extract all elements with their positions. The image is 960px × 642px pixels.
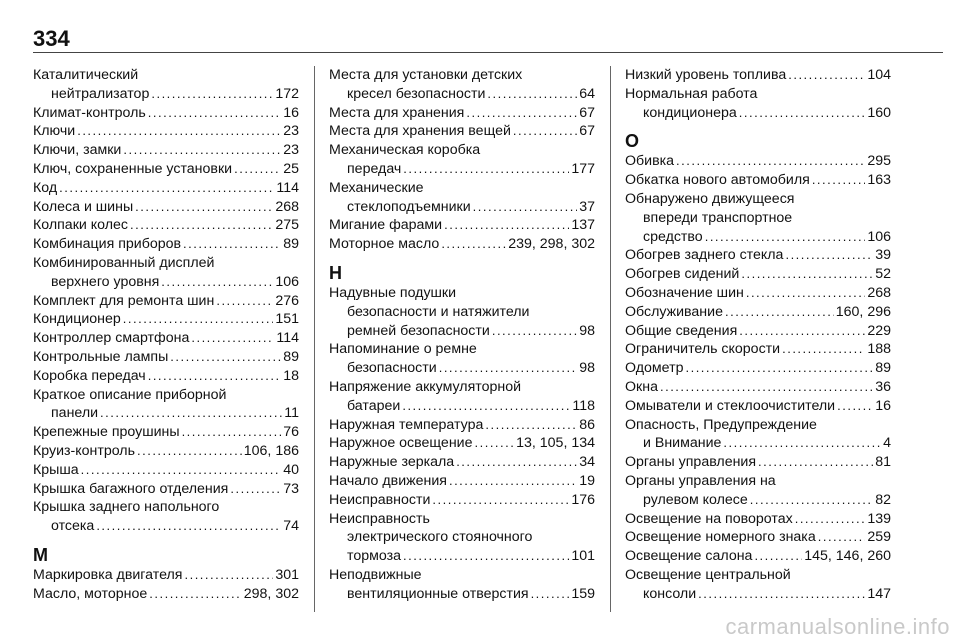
index-entry — [625, 85, 891, 123]
index-letter-heading: Н — [329, 262, 342, 283]
dot-leader — [739, 322, 865, 341]
index-entry-pages: 19 — [579, 472, 595, 489]
index-entry — [329, 104, 595, 123]
index-entry-term: Крышка заднего напольного — [33, 499, 220, 516]
index-entry — [625, 566, 891, 604]
index-entry-term: рулевом колесе — [643, 491, 748, 508]
dot-leader — [96, 517, 281, 536]
dot-leader — [230, 480, 281, 499]
index-entry-term: Нормальная работа — [625, 85, 758, 102]
index-entry — [625, 322, 891, 341]
page-number: 334 — [33, 26, 70, 51]
header-rule — [33, 52, 943, 53]
index-entry-term: Ключи — [33, 123, 76, 140]
index-entry-term: Колпаки колес — [33, 217, 128, 234]
index-entry — [329, 434, 595, 453]
dot-leader — [492, 322, 577, 341]
index-entry — [33, 179, 299, 198]
index-entry-pages: 16 — [875, 397, 891, 414]
index-entry-pages: 52 — [875, 266, 891, 283]
index-entry-pages: 73 — [283, 480, 299, 497]
index-entry-term: Комплект для ремонта шин — [33, 292, 215, 309]
dot-leader — [746, 284, 866, 303]
index-entry-term: Наружное освещение — [329, 435, 473, 452]
dot-leader — [812, 171, 866, 190]
index-entry-term: средство — [643, 228, 703, 245]
index-entry — [625, 528, 891, 547]
dot-leader — [449, 472, 577, 491]
index-entry-pages: 89 — [283, 348, 299, 365]
index-entry — [329, 284, 595, 340]
index-entry-pages: 40 — [283, 461, 299, 478]
index-entry-pages: 16 — [283, 104, 299, 121]
dot-leader — [130, 216, 273, 235]
index-entry — [329, 179, 595, 217]
index-entry — [329, 216, 595, 235]
index-entry-term: Неподвижные — [329, 566, 422, 583]
index-entry-pages: 74 — [283, 518, 299, 535]
index-entry-pages: 13, 105, 134 — [516, 435, 595, 452]
dot-leader — [782, 340, 865, 359]
index-entry-pages: 106, 186 — [243, 442, 299, 459]
index-entry-pages: 4 — [883, 435, 891, 452]
dot-leader — [148, 367, 282, 386]
dot-leader — [183, 235, 281, 254]
index-entry-term: нейтрализатор — [51, 85, 150, 102]
index-entry-term: батареи — [347, 397, 401, 414]
index-entry — [625, 416, 891, 454]
index-entry-pages: 18 — [283, 367, 299, 384]
index-entry-term: Обнаружено движущееся — [625, 190, 795, 207]
dot-leader — [191, 329, 274, 348]
index-entry-pages: 188 — [867, 341, 891, 358]
index-entry-term: Обозначение шин — [625, 284, 744, 301]
index-entry-term: Одометр — [625, 360, 684, 377]
index-entry — [33, 104, 299, 123]
index-entry-term: Освещение номерного знака — [625, 529, 816, 546]
index-entry-term: Механические — [329, 179, 424, 196]
index-entry-term: Неисправность — [329, 510, 430, 527]
index-entry — [625, 66, 891, 85]
dot-leader — [182, 423, 282, 442]
index-entry — [33, 367, 299, 386]
index-entry-term: Освещение салона — [625, 548, 753, 565]
index-entry-term: Крыша — [33, 461, 79, 478]
index-entry — [329, 66, 595, 104]
dot-leader — [698, 585, 865, 604]
index-entry-term: панели — [51, 405, 99, 422]
index-entry-term: Моторное масло — [329, 236, 440, 253]
index-entry — [33, 348, 299, 367]
dot-leader — [100, 404, 282, 423]
index-entry-pages: 139 — [867, 510, 891, 527]
index-entry — [33, 423, 299, 442]
index-entry — [33, 66, 299, 104]
dot-leader — [837, 397, 873, 416]
index-entry-term: отсека — [51, 518, 95, 535]
index-entry-pages: 298, 302 — [243, 585, 299, 602]
index-entry — [33, 310, 299, 329]
index-entry-term: Органы управления на — [625, 472, 776, 489]
index-entry-term: консоли — [643, 585, 697, 602]
index-letter-heading: М — [33, 544, 48, 565]
dot-leader — [59, 179, 274, 198]
index-entry-pages: 229 — [867, 322, 891, 339]
dot-leader — [403, 547, 569, 566]
index-entry — [33, 235, 299, 254]
index-entry — [33, 329, 299, 348]
index-entry — [329, 510, 595, 566]
index-entry — [33, 480, 299, 499]
dot-leader — [234, 160, 281, 179]
index-entry-pages: 118 — [572, 397, 595, 414]
index-entry-term: Освещение на поворотах — [625, 510, 793, 527]
index-entry-term: Контрольные лампы — [33, 348, 169, 365]
index-entry-term: Обогрев заднего стекла — [625, 247, 784, 264]
index-entry-term: Крышка багажного отделения — [33, 480, 229, 497]
index-entry-term: Комбинация приборов — [33, 236, 182, 253]
index-entry-pages: 98 — [579, 322, 595, 339]
watermark: carmanualsonline.info — [725, 614, 950, 639]
index-entry-term: тормоза — [347, 548, 401, 565]
index-entry-pages: 39 — [875, 247, 891, 264]
index-entry-term: Ключи, замки — [33, 142, 122, 159]
index-entry — [625, 190, 891, 246]
index-entry-term: Освещение центральной — [625, 566, 791, 583]
dot-leader — [531, 585, 570, 604]
index-entry — [329, 416, 595, 435]
index-entry-term: Напряжение аккумуляторной — [329, 378, 522, 395]
index-entry — [329, 491, 595, 510]
dot-leader — [754, 547, 802, 566]
index-entry-term: безопасности — [347, 360, 437, 377]
dot-leader — [439, 359, 578, 378]
dot-leader — [660, 378, 873, 397]
index-entry-term: и Внимание — [643, 435, 722, 452]
index-column-1 — [33, 66, 299, 604]
dot-leader — [456, 453, 577, 472]
index-entry-pages: 34 — [579, 454, 595, 471]
index-entry-pages: 160, 296 — [835, 303, 891, 320]
index-entry-pages: 86 — [579, 416, 595, 433]
index-entry-term: Места для хранения вещей — [329, 123, 511, 140]
index-entry-pages: 23 — [283, 142, 299, 159]
dot-leader — [216, 292, 273, 311]
dot-leader — [148, 104, 281, 123]
index-entry — [625, 510, 891, 529]
index-entry-term: Маркировка двигателя — [33, 566, 183, 583]
index-entry — [33, 386, 299, 424]
index-entry — [33, 122, 299, 141]
index-entry-pages: 172 — [275, 85, 299, 102]
index-entry-term: стеклоподъемники — [347, 198, 471, 215]
dot-leader — [137, 442, 242, 461]
dot-leader — [739, 104, 866, 123]
index-entry-term: ремней безопасности — [347, 322, 490, 339]
index-entry-term: Места для хранения — [329, 104, 465, 121]
index-entry-term: Общие сведения — [625, 322, 738, 339]
index-entry — [625, 547, 891, 566]
index-entry-term: Начало движения — [329, 472, 447, 489]
index-entry-pages: 151 — [275, 311, 299, 328]
dot-leader — [676, 152, 865, 171]
index-entry-term: Круиз-контроль — [33, 442, 135, 459]
index-entry-pages: 67 — [579, 123, 595, 140]
index-entry-term: Механическая коробка — [329, 142, 481, 159]
index-entry — [625, 171, 891, 190]
index-entry-pages: 163 — [867, 172, 891, 189]
dot-leader — [473, 198, 578, 217]
dot-leader — [149, 585, 242, 604]
index-entry-pages: 89 — [875, 360, 891, 377]
index-entry-term: Обивка — [625, 153, 675, 170]
dot-leader — [685, 359, 873, 378]
dot-leader — [785, 246, 873, 265]
index-entry-pages: 114 — [276, 179, 299, 196]
dot-leader — [161, 273, 273, 292]
index-entry-pages: 259 — [867, 529, 891, 546]
index-entry-pages: 275 — [275, 217, 299, 234]
dot-leader — [788, 66, 865, 85]
index-entry — [329, 566, 595, 604]
index-entry — [625, 397, 891, 416]
dot-leader — [432, 491, 569, 510]
index-entry-term: Места для установки детских — [329, 67, 523, 83]
dot-leader — [123, 141, 281, 160]
index-entry-term: впереди транспортное — [643, 209, 793, 226]
index-entry-term: Напоминание о ремне — [329, 341, 477, 358]
index-entry-term: Низкий уровень топлива — [625, 67, 787, 83]
index-entry-term: вентиляционные отверстия — [347, 585, 529, 602]
index-entry-pages: 81 — [875, 454, 891, 471]
index-entry-pages: 25 — [283, 160, 299, 177]
index-entry-pages: 301 — [275, 566, 299, 583]
index-entry-term: Наружная температура — [329, 416, 484, 433]
index-entry-pages: 137 — [571, 217, 595, 234]
index-entry-term: Ключ, сохраненные установки — [33, 160, 233, 177]
dot-leader — [81, 461, 282, 480]
index-entry — [625, 303, 891, 322]
index-entry-term: Опасность, Предупреждение — [625, 416, 817, 433]
index-entry — [625, 359, 891, 378]
dot-leader — [705, 228, 866, 247]
index-entry-pages: 11 — [284, 405, 299, 422]
index-columns — [33, 66, 943, 614]
dot-leader — [725, 303, 834, 322]
index-entry-pages: 23 — [283, 123, 299, 140]
index-entry-term: Омыватели и стеклоочистители — [625, 397, 836, 414]
index-entry — [329, 122, 595, 141]
dot-leader — [77, 122, 281, 141]
index-entry — [33, 292, 299, 311]
index-entry — [625, 152, 891, 171]
index-entry-pages: 37 — [579, 198, 595, 215]
index-entry-term: Краткое описание приборной — [33, 386, 227, 403]
index-entry-term: кресел безопасности — [347, 85, 486, 102]
dot-leader — [723, 434, 881, 453]
dot-leader — [403, 160, 569, 179]
index-entry — [33, 498, 299, 536]
index-entry-term: Контроллер смартфона — [33, 330, 190, 347]
index-entry-pages: 276 — [275, 292, 299, 309]
index-entry-term: Обогрев сидений — [625, 266, 740, 283]
index-entry-term: верхнего уровня — [51, 273, 160, 290]
index-entry — [625, 378, 891, 397]
index-entry-pages: 176 — [571, 491, 595, 508]
index-entry-term: Наружные зеркала — [329, 454, 455, 471]
index-entry-term: Коробка передач — [33, 367, 146, 384]
index-entry — [329, 453, 595, 472]
index-entry-term: Неисправности — [329, 491, 431, 508]
index-entry-pages: 268 — [867, 284, 891, 301]
dot-leader — [151, 85, 273, 104]
index-entry — [33, 254, 299, 292]
index-entry — [329, 235, 595, 254]
index-entry-term: Каталитический — [33, 67, 139, 83]
index-entry — [625, 246, 891, 265]
index-entry-term: Крепежные проушины — [33, 424, 180, 441]
index-entry-term: безопасности и натяжители — [347, 303, 530, 320]
index-entry-pages: 101 — [571, 548, 595, 565]
index-entry — [33, 585, 299, 604]
index-entry-pages: 67 — [579, 104, 595, 121]
index-entry-pages: 106 — [867, 228, 891, 245]
index-entry-term: передач — [347, 160, 402, 177]
index-entry-pages: 239, 298, 302 — [508, 236, 595, 253]
index-entry-term: Масло, моторное — [33, 585, 148, 602]
index-entry-pages: 114 — [276, 330, 299, 347]
index-entry-pages: 106 — [275, 273, 299, 290]
dot-leader — [758, 453, 873, 472]
dot-leader — [795, 510, 866, 529]
index-entry — [329, 378, 595, 416]
index-entry — [329, 141, 595, 179]
index-entry-term: электрического стояночного — [347, 529, 533, 546]
dot-leader — [474, 434, 514, 453]
index-letter-heading: О — [625, 131, 640, 152]
index-entry-term: Органы управления — [625, 454, 757, 471]
index-entry-pages: 145, 146, 260 — [804, 548, 891, 565]
dot-leader — [485, 416, 577, 435]
index-entry-term: Обкатка нового автомобиля — [625, 172, 810, 189]
index-entry-term: Обслуживание — [625, 303, 723, 320]
index-entry-pages: 295 — [867, 153, 891, 170]
dot-leader — [170, 348, 281, 367]
index-entry-term: Код — [33, 179, 58, 196]
index-column-3 — [625, 66, 891, 604]
dot-leader — [441, 235, 506, 254]
index-entry-term: кондиционера — [643, 104, 737, 121]
index-entry-pages: 76 — [283, 424, 299, 441]
dot-leader — [444, 216, 569, 235]
index-entry-term: Кондиционер — [33, 311, 121, 328]
dot-leader — [741, 265, 873, 284]
index-entry-pages: 160 — [867, 104, 891, 121]
dot-leader — [402, 397, 570, 416]
index-entry — [625, 472, 891, 510]
index-entry-pages: 36 — [875, 378, 891, 395]
index-entry-term: Колеса и шины — [33, 198, 134, 215]
index-entry — [329, 472, 595, 491]
index-entry-pages: 82 — [875, 491, 891, 508]
dot-leader — [123, 310, 274, 329]
index-entry — [33, 216, 299, 235]
index-entry — [625, 340, 891, 359]
dot-leader — [487, 85, 577, 104]
dot-leader — [513, 122, 577, 141]
index-entry — [33, 442, 299, 461]
dot-leader — [466, 104, 577, 123]
index-entry-term: Мигание фарами — [329, 217, 443, 234]
index-entry-pages: 268 — [275, 198, 299, 215]
index-entry — [33, 566, 299, 585]
index-entry — [33, 160, 299, 179]
index-entry-term: Климат-контроль — [33, 104, 146, 121]
index-entry — [625, 265, 891, 284]
dot-leader — [818, 528, 866, 547]
index-entry-term: Ограничитель скорости — [625, 341, 781, 358]
index-entry-pages: 159 — [571, 585, 595, 602]
dot-leader — [750, 491, 873, 510]
index-entry-term: Надувные подушки — [329, 284, 457, 301]
index-entry — [625, 284, 891, 303]
index-entry-pages: 64 — [579, 85, 595, 102]
index-entry — [33, 141, 299, 160]
index-entry-pages: 89 — [283, 236, 299, 253]
index-entry-pages: 98 — [579, 360, 595, 377]
index-entry-term: Окна — [625, 378, 658, 395]
dot-leader — [184, 566, 273, 585]
index-entry-pages: 104 — [867, 67, 891, 83]
index-entry-pages: 177 — [571, 160, 595, 177]
index-entry-pages: 147 — [867, 585, 891, 602]
index-entry — [33, 461, 299, 480]
dot-leader — [135, 198, 273, 217]
index-entry — [33, 198, 299, 217]
index-entry — [329, 340, 595, 378]
index-column-2 — [329, 66, 595, 604]
index-entry-term: Комбинированный дисплей — [33, 254, 215, 271]
index-entry — [625, 453, 891, 472]
